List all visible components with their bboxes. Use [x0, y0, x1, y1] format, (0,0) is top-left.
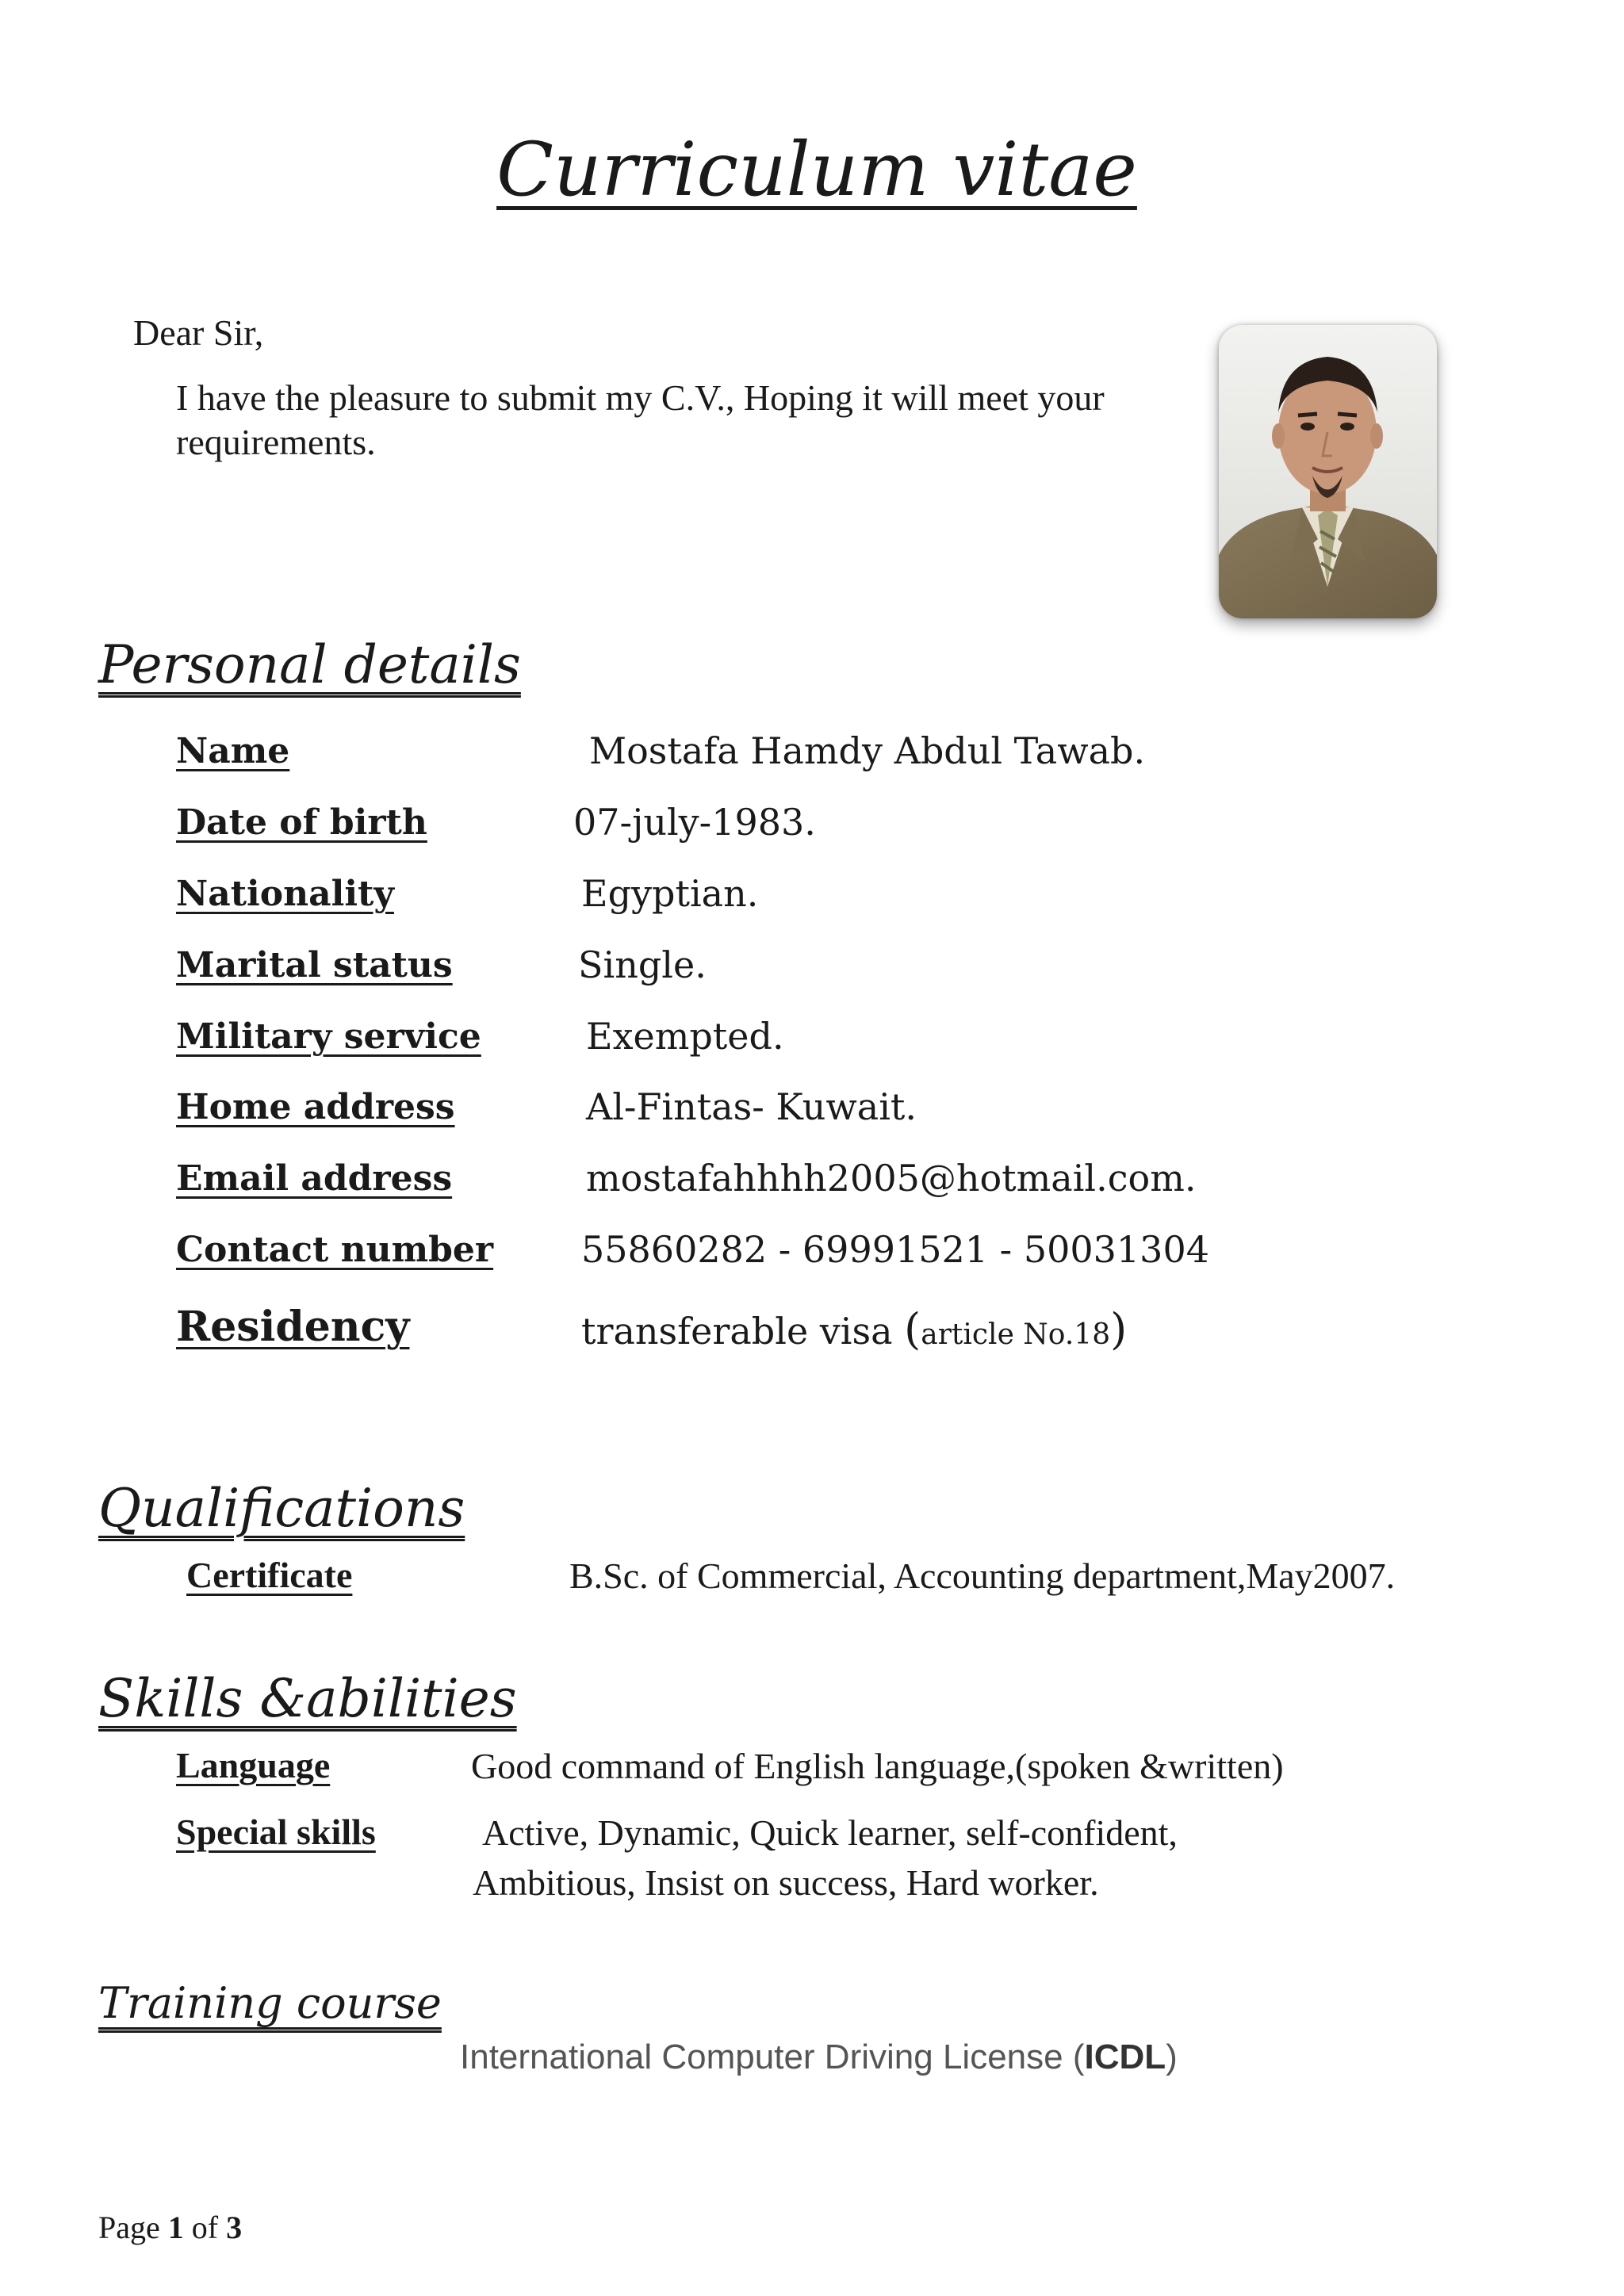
letter-line-2: requirements.	[176, 422, 376, 462]
military-service-value: Exempted.	[586, 1015, 784, 1058]
email-address-value: mostafahhhh2005@hotmail.com.	[586, 1157, 1197, 1200]
residency-note: article No.18	[921, 1318, 1111, 1351]
marital-status-label: Marital status	[176, 945, 453, 985]
portrait-image	[1219, 325, 1437, 618]
page-total: 3	[226, 2210, 243, 2245]
special-skills-line-2: Ambitious, Insist on success, Hard worker.	[473, 1862, 1099, 1903]
profile-photo	[1219, 325, 1437, 618]
letter-line-1: I have the pleasure to submit my C.V., Hoping it will meet your	[176, 377, 1105, 418]
home-address-value: Al-Fintas- Kuwait.	[586, 1085, 917, 1128]
name-value: Mostafa Hamdy Abdul Tawab.	[589, 729, 1146, 772]
greeting: Dear Sir,	[133, 312, 264, 353]
section-skills-abilities: Skills &abilities	[98, 1668, 517, 1729]
of-word: of	[183, 2210, 227, 2245]
nationality-label: Nationality	[176, 874, 394, 914]
residency-value	[581, 1304, 1128, 1354]
marital-status-value: Single.	[578, 943, 707, 986]
training-suffix: )	[1166, 2038, 1178, 2076]
certificate-value: B.Sc. of Commercial, Accounting department,May2007.	[569, 1556, 1396, 1596]
section-personal-details: Personal details	[98, 634, 521, 695]
page-number: 1	[167, 2210, 184, 2245]
name-label: Name	[176, 731, 290, 771]
language-value: Good command of English language,(spoken &written)	[471, 1746, 1284, 1786]
language-label: Language	[176, 1745, 331, 1785]
contact-number-label: Contact number	[176, 1230, 494, 1270]
contact-number-value: 55860282 - 69991521 - 50031304	[581, 1228, 1209, 1271]
section-qualifications: Qualifications	[98, 1478, 465, 1539]
section-training-course: Training course	[98, 1978, 442, 2028]
residency-close-paren: )	[1110, 1304, 1128, 1354]
page-footer	[98, 2209, 242, 2246]
home-address-label: Home address	[176, 1087, 455, 1127]
dob-label: Date of birth	[176, 802, 427, 843]
residency-label: Residency	[176, 1303, 410, 1351]
military-service-label: Military service	[176, 1016, 481, 1057]
email-address-label: Email address	[176, 1158, 453, 1199]
special-skills-line-1: Active, Dynamic, Quick learner, self-confident,	[482, 1812, 1178, 1853]
training-value	[460, 2038, 1178, 2077]
residency-open-paren: (	[904, 1304, 921, 1354]
training-icdl: ICDL	[1084, 2038, 1166, 2076]
special-skills-label: Special skills	[176, 1812, 376, 1852]
dob-value: 07-july-1983.	[573, 801, 816, 844]
nationality-value: Egyptian.	[581, 872, 759, 915]
certificate-label: Certificate	[186, 1555, 353, 1595]
training-prefix: International Computer Driving License (	[460, 2038, 1085, 2076]
page-word: Page	[98, 2210, 168, 2245]
residency-text: transferable visa	[581, 1310, 905, 1353]
document-title: Curriculum vitae	[496, 127, 1137, 213]
